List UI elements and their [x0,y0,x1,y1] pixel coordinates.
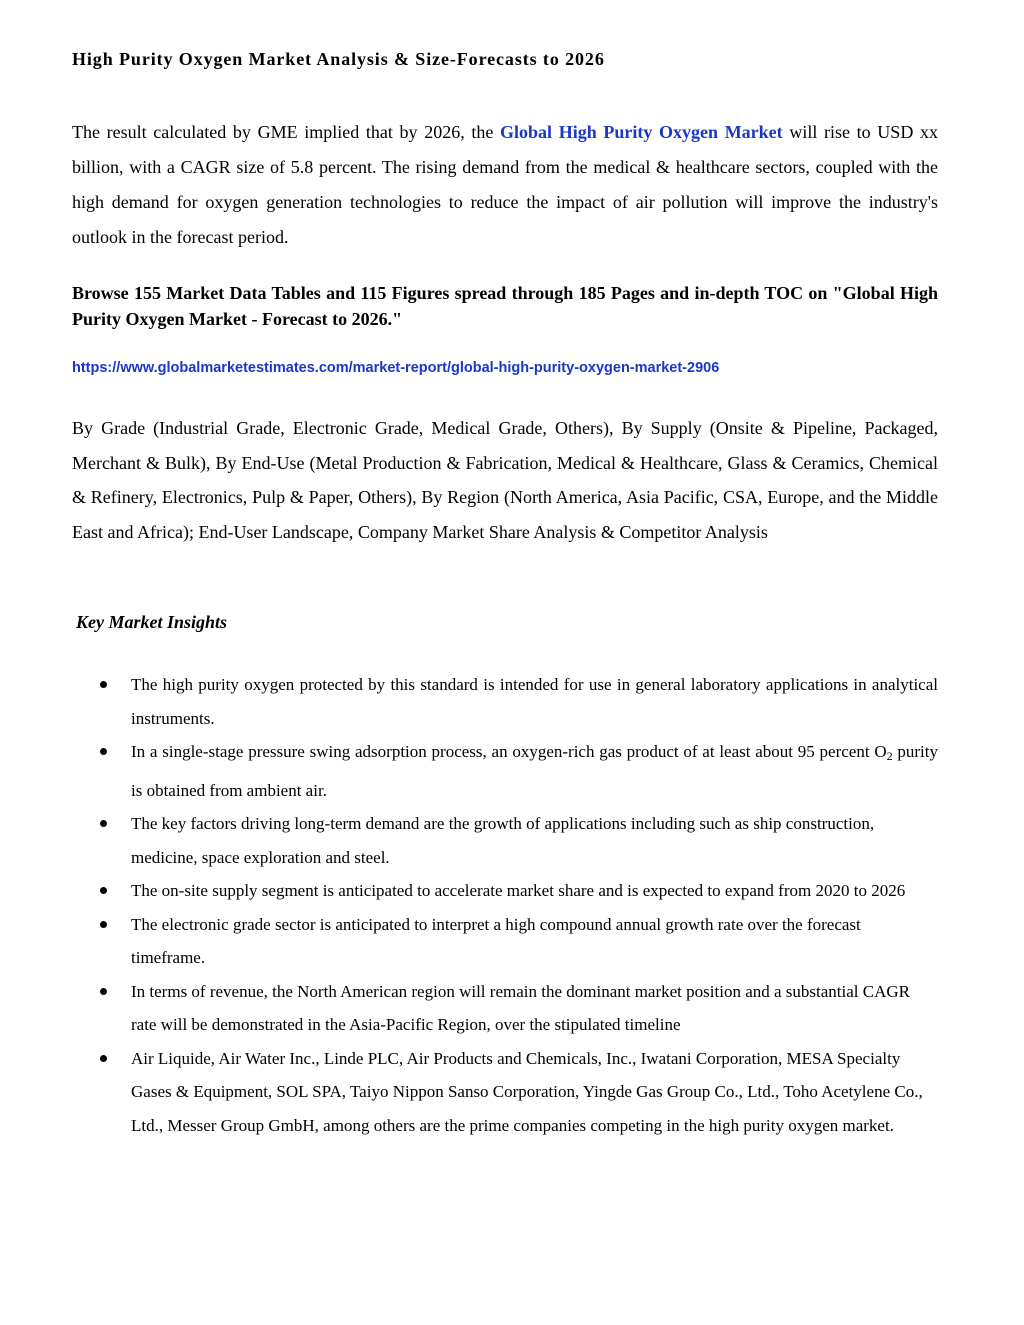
bullet-icon [100,1055,107,1062]
subscript: 2 [886,749,893,763]
bullet-icon [100,921,107,928]
segmentation-paragraph: By Grade (Industrial Grade, Electronic Grade, Medical Grade, Others), By Supply (Onsite & Pipeline, Packaged, Merchant & Bulk), By End-Use (Metal Production & Fabrication, Medical & Healthcare, Glass & Ceramics, Chemical & Refinery, Electronics, Pulp & Paper, Others), By Region (North America, Asia Pacific, CSA, Europe, and the Middle East and Africa); End-User Landscape, Company Market Share Analysis & Competitor Analysis [72,418,938,542]
list-item: The on-site supply segment is anticipated to accelerate market share and is expected to expand from 2020 to 2026 [100,874,938,908]
intro-paragraph [72,115,938,255]
page-title: High Purity Oxygen Market Analysis & Size-Forecasts to 2026 [72,49,605,69]
bullet-icon [100,820,107,827]
list-item: Air Liquide, Air Water Inc., Linde PLC, Air Products and Chemicals, Inc., Iwatani Corporation, MESA Specialty Gases & Equipment, SOL SPA, Taiyo Nippon Sanso Corporation, Yingde Gas Group Co., Ltd., Toho Acetylene Co., Ltd., Messer Group GmbH, among others are the prime companies competing in the high purity oxygen market. [100,1042,938,1143]
bullet-icon [100,748,107,755]
market-link[interactable]: Global High Purity Oxygen Market [500,122,783,142]
list-item: In terms of revenue, the North American region will remain the dominant market position and a substantial CAGR rate will be demonstrated in the Asia-Pacific Region, over the stipulated timeline [100,975,938,1042]
list-item: The high purity oxygen protected by this standard is intended for use in general laboratory applications in analytical instruments. [100,668,938,735]
key-insights-list [100,668,938,1142]
intro-text-after: will rise to USD xx billion, with a CAGR size of 5.8 percent. The rising demand from the medical & healthcare sectors, coupled with the high demand for oxygen generation technologies to reduce the impact of air pollution will improve the industry's outlook in the forecast period. [72,122,938,247]
browse-tables-paragraph: Browse 155 Market Data Tables and 115 Figures spread through 185 Pages and in-depth TOC on "Global High Purity Oxygen Market - Forecast to 2026." [72,283,938,329]
list-item: The electronic grade sector is anticipated to interpret a high compound annual growth rate over the forecast timeframe. [100,908,938,975]
bullet-icon [100,988,107,995]
bullet-icon [100,681,107,688]
intro-text-before: The result calculated by GME implied that by 2026, the [72,122,501,142]
bullet-icon [100,887,107,894]
key-insights-heading: Key Market Insights [76,612,228,632]
list-item: In a single-stage pressure swing adsorption process, an oxygen-rich gas product of at least about 95 percent $O_2$ purity is obtained from ambient air. [100,735,938,807]
list-item: The key factors driving long-term demand are the growth of applications including such as ship construction, medicine, space exploration and steel. [100,807,938,874]
report-url-link[interactable]: https://www.globalmarketestimates.com/market-report/global-high-purity-oxygen-market-2906 [72,360,720,376]
